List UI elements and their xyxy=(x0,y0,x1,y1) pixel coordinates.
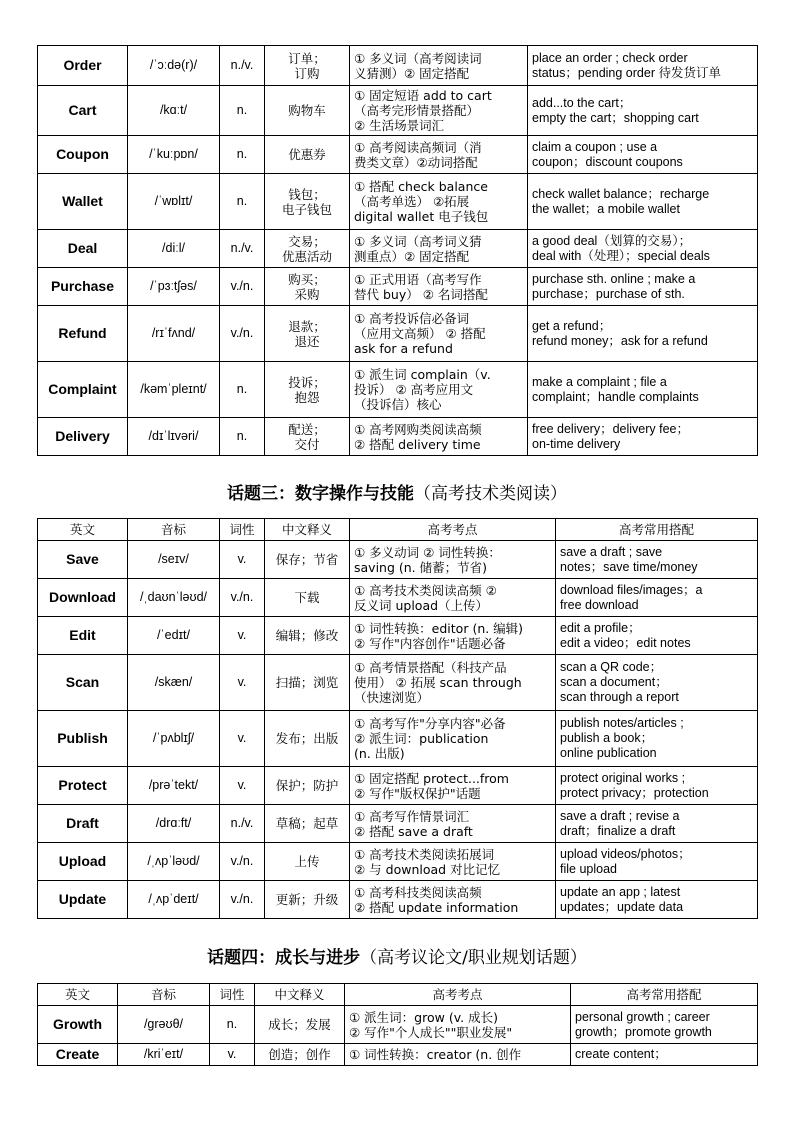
phonetic-cell: /seɪv/ xyxy=(128,541,220,579)
meaning-cell xyxy=(265,843,350,881)
word-cell: Download xyxy=(38,579,128,617)
cell-line: edit a video；edit notes xyxy=(560,635,691,650)
phonetic-cell: /ˈwɒlɪt/ xyxy=(128,174,220,230)
exam-point-cell xyxy=(350,418,528,456)
collocation-cell xyxy=(528,136,758,174)
table-row xyxy=(38,655,758,711)
exam-point-cell xyxy=(350,579,556,617)
header-meaning: 中文释义 xyxy=(255,984,345,1006)
cell-line: create content； xyxy=(575,1047,667,1061)
cell-line: ② 派生词：publication xyxy=(354,731,489,746)
cell-line: ① 高考技术类阅读拓展词 xyxy=(354,846,495,862)
pos-cell: v. xyxy=(220,541,265,579)
pos-cell: n. xyxy=(220,362,265,418)
cell-line: download files/images；a xyxy=(560,582,703,597)
phonetic-cell: /ˌʌpˈdeɪt/ xyxy=(128,881,220,919)
meaning-cell xyxy=(265,86,350,136)
cell-line: add...to the cart； xyxy=(532,95,632,110)
table-body xyxy=(38,1006,758,1066)
meaning-cell xyxy=(265,579,350,617)
word-cell: Delivery xyxy=(38,418,128,456)
pos-cell: v./n. xyxy=(220,268,265,306)
pos-cell: v. xyxy=(220,617,265,655)
cell-line: （应用文高频） ② 搭配 xyxy=(354,326,486,341)
table-row xyxy=(38,174,758,230)
cell-line: 扫描；浏览 xyxy=(275,675,339,690)
cell-line: ② 写作"内容创作"话题必备 xyxy=(354,635,506,651)
pos-cell: v. xyxy=(220,767,265,805)
cell-line: save a draft ; revise a xyxy=(560,808,680,823)
cell-line: ① 高考技术类阅读高频 ② xyxy=(354,582,497,598)
pos-cell: n. xyxy=(210,1006,255,1044)
cell-line: publish notes/articles ; xyxy=(560,716,684,730)
meaning-cell xyxy=(255,1006,345,1044)
cell-line: 反义词 upload（上传） xyxy=(354,597,489,613)
table-row xyxy=(38,843,758,881)
phonetic-cell: /skæn/ xyxy=(128,655,220,711)
cell-line: free download xyxy=(560,597,639,612)
collocation-cell xyxy=(556,655,758,711)
cell-line: ② 写作"个人成长""职业发展" xyxy=(349,1024,513,1040)
word-cell: Create xyxy=(38,1044,118,1066)
exam-point-cell xyxy=(350,46,528,86)
cell-line: ① 固定搭配 protect...from xyxy=(354,770,509,786)
cell-line: ① 多义词（高考阅读词 xyxy=(354,50,482,66)
table-row xyxy=(38,711,758,767)
meaning-cell xyxy=(265,136,350,174)
word-cell: Complaint xyxy=(38,362,128,418)
header-row xyxy=(38,984,758,1006)
cell-line: update an app ; latest xyxy=(560,884,681,899)
cell-line: ② 写作"版权保护"话题 xyxy=(354,785,481,801)
exam-point-cell xyxy=(345,1006,571,1044)
cell-line: ① 高考科技类阅读高频 xyxy=(354,884,482,900)
table-row xyxy=(38,230,758,268)
cell-line: saving (n. 储蓄；节省) xyxy=(354,559,487,575)
collocation-cell xyxy=(556,767,758,805)
cell-line: updates；update data xyxy=(560,899,684,914)
cell-line: a good deal（划算的交易）； xyxy=(532,233,692,248)
table-row xyxy=(38,617,758,655)
pos-cell: n. xyxy=(220,174,265,230)
cell-line: 配送； xyxy=(288,421,326,437)
topic4-title: 话题四：成长与进步 xyxy=(207,948,361,968)
phonetic-cell: /ˈedɪt/ xyxy=(128,617,220,655)
word-cell: Draft xyxy=(38,805,128,843)
pos-cell: v./n. xyxy=(220,843,265,881)
pos-cell: n./v. xyxy=(220,805,265,843)
meaning-cell xyxy=(265,617,350,655)
cell-line: 编辑；修改 xyxy=(275,628,339,643)
meaning-cell xyxy=(265,46,350,86)
collocation-cell xyxy=(528,306,758,362)
exam-point-cell xyxy=(350,881,556,919)
cell-line: ① 高考网购类阅读高频 xyxy=(354,421,482,437)
cell-line: 下载 xyxy=(294,590,320,605)
phonetic-cell: /ˈpʌblɪʃ/ xyxy=(128,711,220,767)
cell-line: 测重点）② 固定搭配 xyxy=(354,248,470,264)
cell-line: ① 高考写作"分享内容"必备 xyxy=(354,716,506,731)
table-row xyxy=(38,579,758,617)
collocation-cell xyxy=(528,418,758,456)
meaning-cell xyxy=(265,541,350,579)
cell-line: 优惠券 xyxy=(288,147,326,162)
table-body xyxy=(38,46,758,456)
cell-line: ① 高考投诉信必备词 xyxy=(354,311,470,326)
word-cell: Scan xyxy=(38,655,128,711)
table-row xyxy=(38,767,758,805)
cell-line: 优惠活动 xyxy=(281,248,332,264)
collocation-cell xyxy=(571,1006,758,1044)
cell-line: 购买； xyxy=(288,271,326,287)
header-exam-point: 高考考点 xyxy=(345,984,571,1006)
phonetic-cell: /ˌʌpˈləʊd/ xyxy=(128,843,220,881)
collocation-cell xyxy=(571,1044,758,1066)
phonetic-cell: /kəmˈpleɪnt/ xyxy=(128,362,220,418)
topic4-subtitle: （高考议论文/职业规划话题） xyxy=(360,948,587,968)
cell-line: 保护；防护 xyxy=(275,778,339,793)
cell-line: 钱包； xyxy=(288,186,326,202)
cell-line: purchase sth. online ; make a xyxy=(532,271,696,286)
cell-line: 采购 xyxy=(294,286,320,302)
cell-line: ② 生活场景词汇 xyxy=(354,118,445,133)
phonetic-cell: /rɪˈfʌnd/ xyxy=(128,306,220,362)
table-row xyxy=(38,306,758,362)
cell-line: ① 高考情景搭配（科技产品 xyxy=(354,660,507,675)
word-cell: Purchase xyxy=(38,268,128,306)
cell-line: scan a document； xyxy=(560,675,668,689)
header-exam-point: 高考考点 xyxy=(350,519,556,541)
cell-line: （投诉信）核心 xyxy=(354,397,442,412)
word-cell: Upload xyxy=(38,843,128,881)
header-phonetic: 音标 xyxy=(118,984,210,1006)
table-row xyxy=(38,136,758,174)
cell-line: deal with（处理）；special deals xyxy=(532,248,710,263)
cell-line: ② 搭配 save a draft xyxy=(354,823,473,839)
cell-line: scan through a report xyxy=(560,690,679,704)
cell-line: check wallet balance；recharge xyxy=(532,186,710,201)
cell-line: digital wallet 电子钱包 xyxy=(354,209,489,224)
cell-line: protect original works ; xyxy=(560,770,686,785)
cell-line: save a draft ; save xyxy=(560,544,663,559)
cell-line: 投诉） ② 高考应用文 xyxy=(354,382,474,397)
table-row xyxy=(38,362,758,418)
vocab-table-topic4 xyxy=(37,983,758,1066)
cell-line: 交易； xyxy=(288,233,326,249)
meaning-cell xyxy=(265,268,350,306)
cell-line: 购物车 xyxy=(288,103,326,118)
exam-point-cell xyxy=(350,541,556,579)
cell-line: empty the cart；shopping cart xyxy=(532,110,699,125)
pos-cell: n. xyxy=(220,136,265,174)
header-phonetic: 音标 xyxy=(128,519,220,541)
word-cell: Save xyxy=(38,541,128,579)
phonetic-cell: /ˈɔːdə(r)/ xyxy=(128,46,220,86)
cell-line: 交付 xyxy=(294,436,320,452)
topic3-subtitle: （高考技术类阅读） xyxy=(414,484,567,504)
cell-line: ① 固定短语 add to cart xyxy=(354,88,492,103)
topic3-title: 话题三：数字操作与技能 xyxy=(227,484,414,504)
cell-line: personal growth ; career xyxy=(575,1009,710,1024)
word-cell: Update xyxy=(38,881,128,919)
cell-line: 订购 xyxy=(294,65,320,81)
cell-line: 上传 xyxy=(294,854,320,869)
collocation-cell xyxy=(528,268,758,306)
meaning-cell xyxy=(255,1044,345,1066)
pos-cell: v. xyxy=(220,655,265,711)
cell-line: 发布；出版 xyxy=(275,731,339,746)
collocation-cell xyxy=(556,711,758,767)
cell-line: ① 词性转换：editor (n. 编辑) xyxy=(354,620,524,636)
cell-line: 成长；发展 xyxy=(268,1017,331,1032)
word-cell: Deal xyxy=(38,230,128,268)
collocation-cell xyxy=(528,174,758,230)
exam-point-cell xyxy=(350,306,528,362)
header-collocation: 高考常用搭配 xyxy=(556,519,758,541)
topic4-heading xyxy=(0,943,794,968)
header-row xyxy=(38,519,758,541)
cell-line: ① 派生词：grow (v. 成长) xyxy=(349,1009,498,1025)
phonetic-cell: /ˈkuːpɒn/ xyxy=(128,136,220,174)
cell-line: ① 搭配 check balance xyxy=(354,179,488,194)
cell-line: protect privacy；protection xyxy=(560,785,709,800)
cell-line: 退还 xyxy=(294,333,320,349)
cell-line: online publication xyxy=(560,746,657,760)
cell-line: 退款； xyxy=(288,318,326,334)
header-meaning: 中文释义 xyxy=(265,519,350,541)
cell-line: ① 高考阅读高频词（消 xyxy=(354,139,482,155)
exam-point-cell xyxy=(350,767,556,805)
pos-cell: n. xyxy=(220,418,265,456)
cell-line: place an order ; check order xyxy=(532,50,688,65)
collocation-cell xyxy=(528,230,758,268)
pos-cell: v./n. xyxy=(220,579,265,617)
phonetic-cell: /ˈpɜːtʃəs/ xyxy=(128,268,220,306)
cell-line: coupon；discount coupons xyxy=(532,154,683,169)
header-en: 英文 xyxy=(38,519,128,541)
cell-line: file upload xyxy=(560,861,617,876)
header-en: 英文 xyxy=(38,984,118,1006)
cell-line: ask for a refund xyxy=(354,341,453,356)
cell-line: ① 高考写作情景词汇 xyxy=(354,808,470,824)
cell-line: （快速浏览） xyxy=(354,690,430,705)
collocation-cell xyxy=(556,805,758,843)
cell-line: get a refund； xyxy=(532,318,612,333)
exam-point-cell xyxy=(350,230,528,268)
pos-cell: v. xyxy=(220,711,265,767)
table-row xyxy=(38,418,758,456)
cell-line: ① 正式用语（高考写作 xyxy=(354,271,482,287)
meaning-cell xyxy=(265,230,350,268)
cell-line: ② 搭配 update information xyxy=(354,899,519,915)
exam-point-cell xyxy=(350,174,528,230)
exam-point-cell xyxy=(350,86,528,136)
cell-line: ① 派生词 complain（v. xyxy=(354,367,491,382)
phonetic-cell: /kriˈeɪt/ xyxy=(118,1044,210,1066)
topic3-heading xyxy=(0,479,794,504)
meaning-cell xyxy=(265,306,350,362)
cell-line: 投诉； xyxy=(288,374,326,390)
table-body xyxy=(38,541,758,919)
cell-line: growth；promote growth xyxy=(575,1024,712,1039)
vocab-table-topic2 xyxy=(37,45,758,456)
meaning-cell xyxy=(265,805,350,843)
table-row xyxy=(38,46,758,86)
collocation-cell xyxy=(528,46,758,86)
table-row xyxy=(38,1006,758,1044)
cell-line: free delivery；delivery fee； xyxy=(532,421,690,436)
cell-line: ① 多义词（高考词义猜 xyxy=(354,233,482,249)
cell-line: 草稿；起草 xyxy=(275,816,339,831)
word-cell: Protect xyxy=(38,767,128,805)
meaning-cell xyxy=(265,362,350,418)
cell-line: ② 与 download 对比记忆 xyxy=(354,861,501,877)
cell-line: ① 多义动词 ② 词性转换： xyxy=(354,544,501,560)
word-cell: Refund xyxy=(38,306,128,362)
word-cell: Coupon xyxy=(38,136,128,174)
exam-point-cell xyxy=(350,805,556,843)
header-pos: 词性 xyxy=(220,519,265,541)
cell-line: 保存；节省 xyxy=(275,552,339,567)
collocation-cell xyxy=(556,579,758,617)
table-row xyxy=(38,1044,758,1066)
cell-line: 抱怨 xyxy=(294,389,320,405)
exam-point-cell xyxy=(350,136,528,174)
collocation-cell xyxy=(556,541,758,579)
cell-line: scan a QR code； xyxy=(560,660,663,674)
exam-point-cell xyxy=(345,1044,571,1066)
cell-line: draft；finalize a draft xyxy=(560,823,676,838)
exam-point-cell xyxy=(350,711,556,767)
cell-line: make a complaint ; file a xyxy=(532,374,667,389)
phonetic-cell: /ˌdaʊnˈləʊd/ xyxy=(128,579,220,617)
meaning-cell xyxy=(265,711,350,767)
cell-line: complaint；handle complaints xyxy=(532,389,699,404)
table-row xyxy=(38,541,758,579)
collocation-cell xyxy=(556,617,758,655)
meaning-cell xyxy=(265,655,350,711)
cell-line: on-time delivery xyxy=(532,436,621,451)
table-row xyxy=(38,881,758,919)
word-cell: Cart xyxy=(38,86,128,136)
word-cell: Edit xyxy=(38,617,128,655)
meaning-cell xyxy=(265,767,350,805)
exam-point-cell xyxy=(350,617,556,655)
cell-line: 更新；升级 xyxy=(275,892,339,907)
cell-line: 订单； xyxy=(288,50,326,66)
pos-cell: n./v. xyxy=(220,230,265,268)
phonetic-cell: /ɡrəʊθ/ xyxy=(118,1006,210,1044)
cell-line: 替代 buy） ② 名词搭配 xyxy=(354,286,488,302)
cell-line: notes；save time/money xyxy=(560,559,698,574)
table-row xyxy=(38,86,758,136)
cell-line: status；pending order 待发货订单 xyxy=(532,65,721,80)
word-cell: Publish xyxy=(38,711,128,767)
exam-point-cell xyxy=(350,655,556,711)
table-row xyxy=(38,268,758,306)
cell-line: （高考单选） ②拓展 xyxy=(354,194,470,209)
exam-point-cell xyxy=(350,843,556,881)
meaning-cell xyxy=(265,174,350,230)
meaning-cell xyxy=(265,881,350,919)
collocation-cell xyxy=(528,362,758,418)
cell-line: refund money；ask for a refund xyxy=(532,333,708,348)
vocab-table-topic3 xyxy=(37,518,758,919)
phonetic-cell: /drɑːft/ xyxy=(128,805,220,843)
cell-line: the wallet；a mobile wallet xyxy=(532,201,680,216)
word-cell: Order xyxy=(38,46,128,86)
meaning-cell xyxy=(265,418,350,456)
exam-point-cell xyxy=(350,362,528,418)
cell-line: upload videos/photos； xyxy=(560,846,691,861)
cell-line: edit a profile； xyxy=(560,620,641,635)
phonetic-cell: /kɑːt/ xyxy=(128,86,220,136)
cell-line: claim a coupon ; use a xyxy=(532,139,658,154)
cell-line: 电子钱包 xyxy=(281,201,332,217)
pos-cell: v. xyxy=(210,1044,255,1066)
cell-line: ① 词性转换：creator (n. 创作 xyxy=(349,1047,522,1062)
header-collocation: 高考常用搭配 xyxy=(571,984,758,1006)
cell-line: purchase；purchase of sth. xyxy=(532,286,685,301)
cell-line: 义猜测）② 固定搭配 xyxy=(354,65,470,81)
cell-line: (n. 出版) xyxy=(354,746,405,761)
cell-line: （高考完形情景搭配） xyxy=(354,103,480,118)
collocation-cell xyxy=(528,86,758,136)
pos-cell: v./n. xyxy=(220,881,265,919)
header-pos: 词性 xyxy=(210,984,255,1006)
exam-point-cell xyxy=(350,268,528,306)
cell-line: publish a book； xyxy=(560,731,654,745)
word-cell: Wallet xyxy=(38,174,128,230)
phonetic-cell: /dɪˈlɪvəri/ xyxy=(128,418,220,456)
pos-cell: n./v. xyxy=(220,46,265,86)
pos-cell: v./n. xyxy=(220,306,265,362)
cell-line: ② 搭配 delivery time xyxy=(354,436,481,452)
cell-line: 创造；创作 xyxy=(268,1047,331,1062)
phonetic-cell: /prəˈtekt/ xyxy=(128,767,220,805)
word-cell: Growth xyxy=(38,1006,118,1044)
collocation-cell xyxy=(556,843,758,881)
phonetic-cell: /diːl/ xyxy=(128,230,220,268)
table-row xyxy=(38,805,758,843)
cell-line: 使用） ② 拓展 scan through xyxy=(354,675,522,690)
cell-line: 费类文章）②动词搭配 xyxy=(354,154,478,170)
collocation-cell xyxy=(556,881,758,919)
pos-cell: n. xyxy=(220,86,265,136)
